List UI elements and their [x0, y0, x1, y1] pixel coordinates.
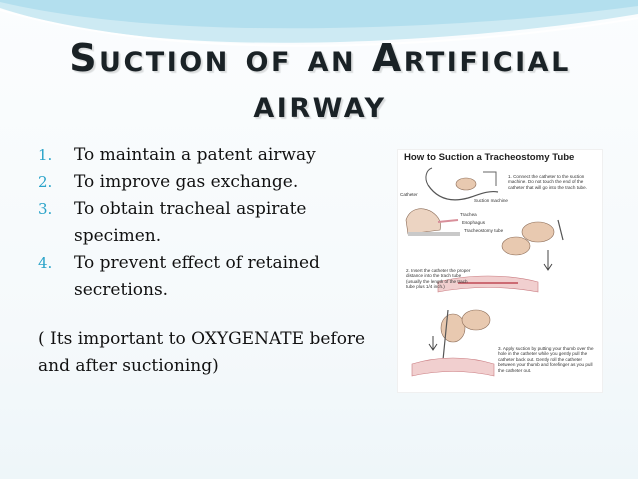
list-item-text: To obtain tracheal aspirate specimen.: [74, 199, 307, 246]
list-item-text: To prevent effect of retained secretions.: [74, 253, 320, 300]
step-1-text: 1. Connect the catheter to the suction machine. Do not touch the end of the catheter that will go into the trach tube.: [508, 174, 587, 190]
list-number: 1.: [38, 146, 53, 164]
figure-title: How to Suction a Tracheostomy Tube: [404, 152, 575, 163]
list-item-text: To maintain a patent airway: [74, 145, 316, 165]
label-esophagus: Esophagus: [462, 220, 485, 225]
slide-title-line-2: airway: [253, 82, 387, 126]
list-item: [38, 250, 368, 304]
list-number: 3.: [38, 200, 53, 218]
suction-procedure-figure: [398, 150, 602, 392]
label-suction-machine: Suction machine: [474, 198, 508, 203]
list-item: [38, 196, 368, 250]
slide-title-line-1: Suction of an Artificial: [69, 36, 571, 80]
label-catheter: Catheter: [400, 192, 418, 197]
step-3-text: 3. Apply suction by putting your thumb over the hole in the catheter while you gently pull the catheter back out. Gently roll the catheter between your thumb and forefinger as you pull the catheter out.: [498, 346, 594, 373]
oxygenation-note: ( Its important to OXYGENATE before and after suctioning): [38, 329, 366, 376]
label-tracheostomy-tube: Tracheostomy tube: [464, 228, 504, 233]
purpose-list: [38, 142, 368, 304]
step-2-text: 2. Insert the catheter the proper distance into the trach tube (usually the length of the trach tube plus 1/4 inch.): [406, 268, 471, 290]
list-number: 4.: [38, 254, 53, 272]
list-item: [38, 169, 368, 196]
list-number: 2.: [38, 173, 53, 191]
label-trachea: Trachea: [460, 212, 477, 217]
list-item: [38, 142, 368, 169]
list-item-text: To improve gas exchange.: [74, 172, 299, 192]
